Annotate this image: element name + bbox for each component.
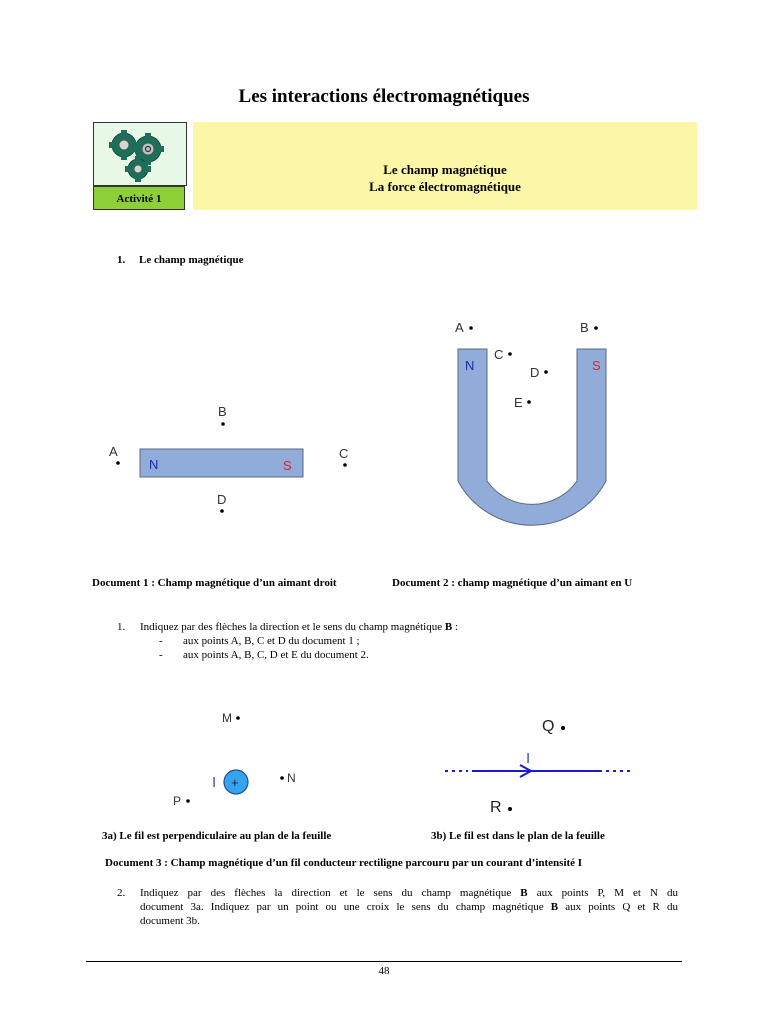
gears-logo	[93, 122, 187, 186]
question-1-bold: B	[444, 621, 453, 633]
pole-s-label: S	[592, 358, 601, 373]
point-q-label: Q	[542, 718, 555, 735]
q2-text: aux points Q et R du	[565, 901, 679, 913]
u-magnet-diagram	[440, 315, 640, 570]
point-d-dot	[220, 509, 224, 513]
pole-n-label: N	[465, 358, 475, 373]
point-c-dot	[343, 463, 347, 467]
point-p-dot	[186, 799, 190, 803]
point-e-label: E	[514, 395, 523, 410]
question-2-line-1	[140, 886, 678, 900]
q2-bold: B	[550, 901, 559, 913]
activity-label: Activité 1	[93, 186, 185, 210]
point-m-dot	[236, 716, 240, 720]
question-1	[117, 620, 458, 634]
banner-line-2: La force électromagnétique	[369, 179, 521, 194]
section-number: 1.	[117, 254, 126, 266]
point-a-dot	[116, 461, 120, 465]
point-c-label: C	[494, 347, 504, 362]
wire-symbol: +	[231, 775, 239, 790]
point-d-label: D	[530, 365, 540, 380]
pole-n-label: N	[149, 457, 159, 472]
point-q-dot	[561, 726, 565, 730]
point-b-dot	[221, 422, 225, 426]
point-a-label: A	[109, 444, 118, 459]
point-n-dot	[280, 776, 284, 780]
pole-s-label: S	[283, 458, 292, 473]
point-e-dot	[527, 400, 531, 404]
q2-text: document 3a. Indiquez par un point ou une croix le sens du champ magnétique	[140, 901, 544, 913]
doc3a-caption: 3a) Le fil est perpendiculaire au plan de la feuille	[102, 830, 332, 842]
point-b-label: B	[218, 404, 227, 419]
doc3-caption: Document 3 : Champ magnétique d’un fil conducteur rectiligne parcouru par un courant d’intensité I	[105, 857, 583, 869]
point-a-label: A	[455, 320, 464, 335]
point-c-dot	[508, 352, 512, 356]
bar-magnet	[140, 449, 303, 477]
page-number: 48	[378, 965, 390, 977]
point-p-label: P	[173, 794, 182, 808]
page-title: Les interactions électromagnétiques	[238, 86, 530, 107]
point-b-label: B	[580, 320, 589, 335]
point-a-dot	[469, 326, 473, 330]
current-label: I	[526, 750, 531, 767]
doc2-caption: Document 2 : champ magnétique d’un aimant en U	[392, 577, 633, 589]
question-1-tail: :	[452, 621, 458, 633]
question-2-line-2	[140, 900, 678, 914]
question-1-text: Indiquez par des flèches la direction et le sens du champ magnétique	[140, 621, 443, 633]
q2-bold: B	[520, 887, 528, 899]
point-r-label: R	[490, 799, 502, 816]
bullet-text: aux points A, B, C, D et E du document 2.	[183, 649, 369, 661]
q2-text: Indiquez par des flèches la direction et le sens du champ magnétique	[140, 887, 512, 899]
question-1-bullet: - aux points A, B, C et D du document 1 ;	[159, 635, 360, 647]
question-1-bullet: - aux points A, B, C, D et E du document 2.	[159, 649, 369, 661]
point-n-label: N	[287, 771, 296, 785]
point-m-label: M	[222, 711, 232, 725]
point-d-dot	[544, 370, 548, 374]
bullet-text: aux points A, B, C et D du document 1 ;	[183, 635, 360, 647]
doc1-caption: Document 1 : Champ magnétique d’un aimant droit	[92, 577, 337, 589]
wire-perpendicular-diagram	[160, 702, 310, 817]
wire-in-plane-diagram	[440, 710, 640, 820]
section-heading	[117, 254, 244, 266]
question-2-number: 2.	[117, 887, 126, 899]
point-b-dot	[594, 326, 598, 330]
q2-text: aux points P, M et N du	[536, 887, 679, 899]
gears-icon	[94, 123, 186, 185]
activity-banner	[193, 122, 697, 210]
footer-rule	[86, 961, 682, 962]
current-label: I	[212, 774, 217, 791]
question-2-line-3: document 3b.	[140, 915, 200, 927]
point-c-label: C	[339, 446, 349, 461]
doc3b-caption: 3b) Le fil est dans le plan de la feuille	[431, 830, 605, 842]
section-title: Le champ magnétique	[139, 254, 244, 266]
bar-magnet-diagram	[95, 395, 375, 525]
banner-line-1: Le champ magnétique	[383, 162, 507, 177]
question-1-number: 1.	[117, 621, 126, 633]
point-r-dot	[508, 807, 512, 811]
point-d-label: D	[217, 492, 227, 507]
